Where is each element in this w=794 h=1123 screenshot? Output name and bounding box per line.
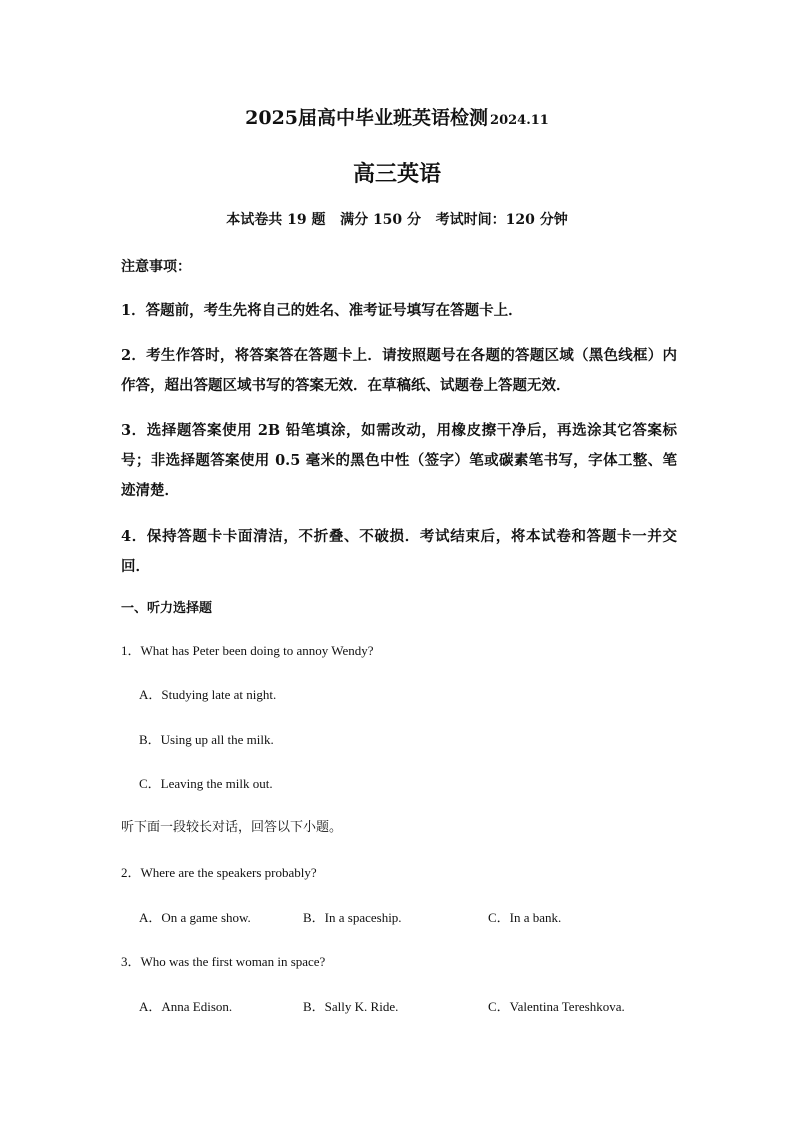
section-title-listening: 一、听力选择题: [121, 601, 213, 616]
notes-title: 注意事项：: [121, 259, 191, 275]
note-item-1: 1．答题前，考生先将自己的姓名、准考证号填写在答题卡上．: [121, 302, 523, 319]
question-3-stem: 3．Who was the first woman in space?: [121, 954, 326, 969]
question-1-option-a[interactable]: A．Studying late at night.: [139, 687, 277, 702]
question-1-option-c[interactable]: C．Leaving the milk out.: [139, 776, 273, 791]
question-3-option-b[interactable]: B．Sally K. Ride.: [303, 999, 399, 1014]
note-item-4: 4．保持答题卡卡面清洁，不折叠、不破损．考试结束后，将本试卷和答题卡一并交回．: [121, 528, 677, 575]
exam-title-text: 2025届高中毕业班英语检测: [245, 107, 489, 129]
question-1-option-b[interactable]: B．Using up all the milk.: [139, 732, 274, 747]
note-item-2: 2．考生作答时，将答案答在答题卡上．请按照题号在各题的答题区域（黑色线框）内作答，超出答题区域书写的答案无效．在草稿纸、试题卷上答题无效．: [121, 347, 677, 394]
exam-date: 2024.11: [490, 113, 549, 128]
question-1-stem: 1．What has Peter been doing to annoy Wendy?: [121, 643, 374, 658]
question-2-option-b[interactable]: B．In a spaceship.: [303, 910, 402, 925]
note-item-3: 3．选择题答案使用 2B 铅笔填涂，如需改动，用橡皮擦干净后，再选涂其它答案标号；非选择题答案使用 0.5 毫米的黑色中性（签字）笔或碳素笔书写，字体工整、笔迹清楚．: [121, 422, 677, 499]
question-2-option-a[interactable]: A．On a game show.: [139, 910, 251, 925]
exam-subtitle: 高三英语: [352, 161, 441, 187]
exam-title: [0, 106, 794, 133]
question-3-option-a[interactable]: A．Anna Edison.: [139, 999, 233, 1014]
question-3-option-c[interactable]: C．Valentina Tereshkova.: [488, 999, 625, 1014]
dialogue-instruction: 听下面一段较长对话，回答以下小题。: [121, 820, 343, 835]
exam-info: 本试卷共 19 题 满分 150 分 考试时间：120 分钟: [226, 212, 568, 228]
question-2-stem: 2．Where are the speakers probably?: [121, 865, 317, 880]
question-2-option-c[interactable]: C．In a bank.: [488, 910, 562, 925]
